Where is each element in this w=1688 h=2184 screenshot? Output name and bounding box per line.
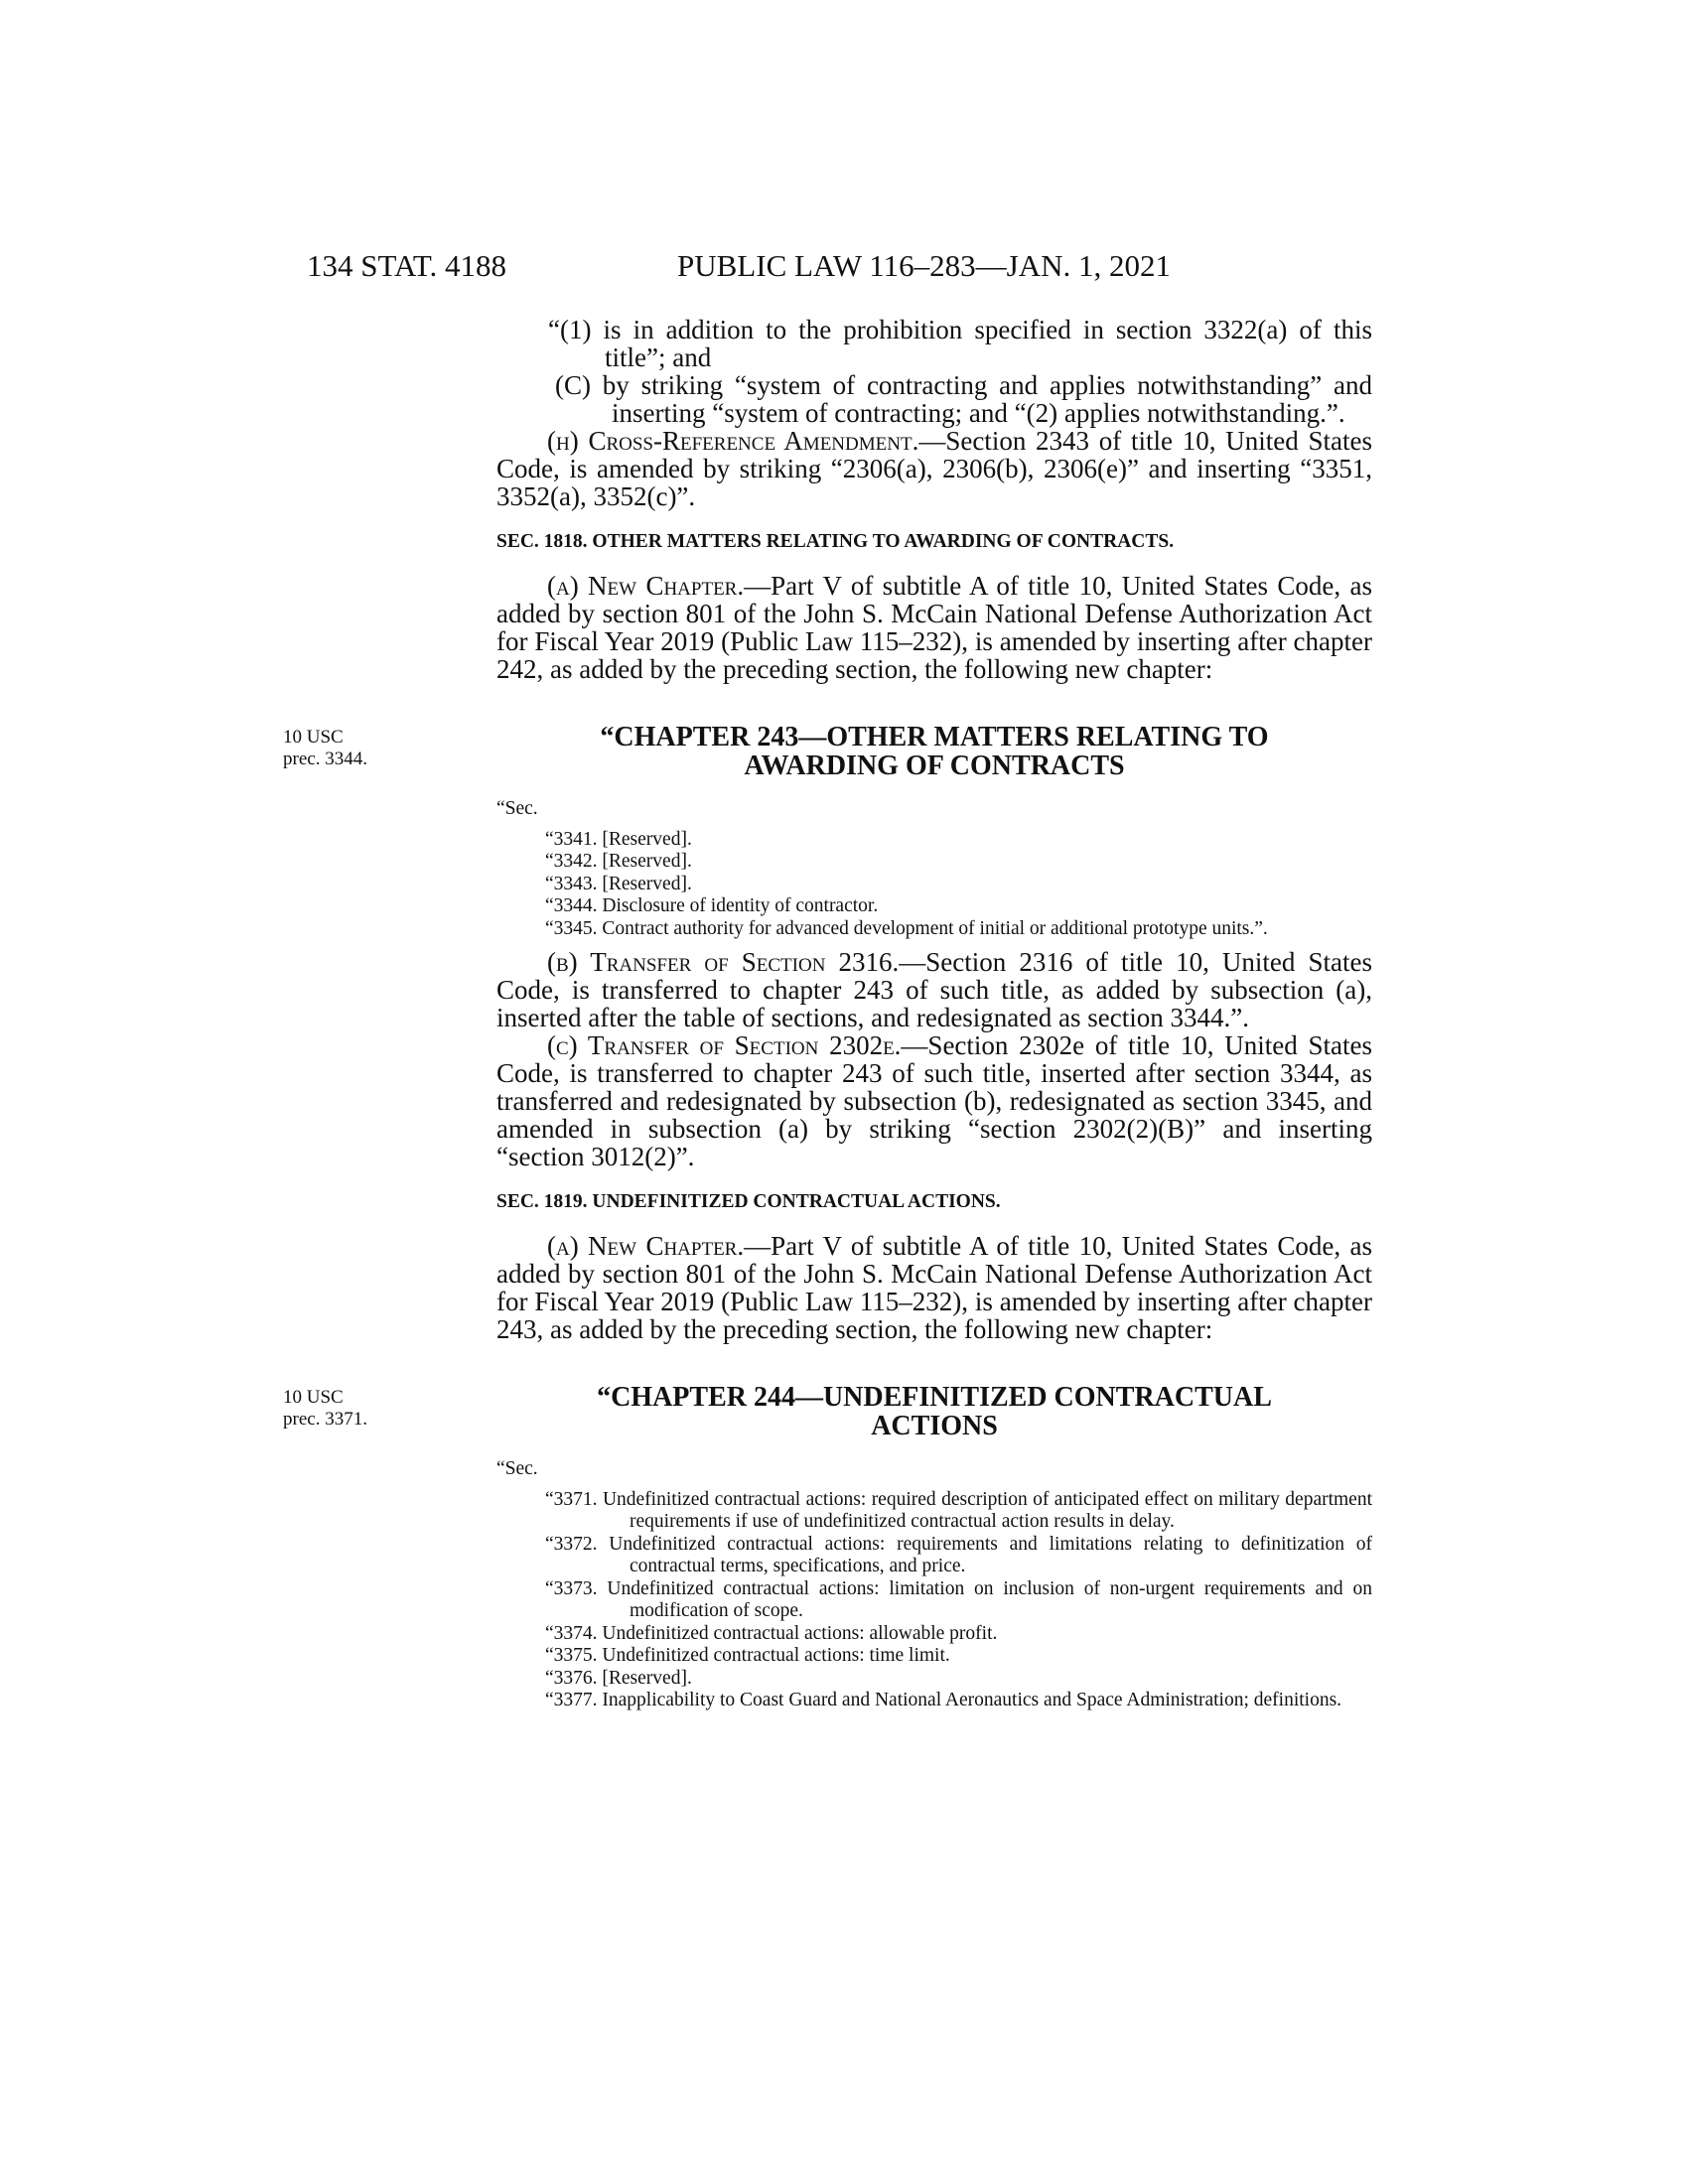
document-body — [283, 315, 1373, 1712]
sec1818-subsection-c — [496, 1031, 1372, 1170]
margin-note-line-2: prec. 3344. — [283, 749, 367, 769]
chapter-243-table-of-sections — [496, 798, 1372, 940]
toc-item: “3373. Undefinitized contractual actions: limitation on inclusion of non-urgent requirements and on modification of scope. — [545, 1577, 1372, 1621]
subsection-h-text: —Section 2343 of title 10, United States Code, is amended by striking “2306(a), 2306(b), 2306(e)” and inserting “3351, 3352(a), 3352(c)”. — [496, 426, 1373, 511]
toc-item: “3341. [Reserved]. — [545, 828, 692, 850]
sec1819-subsection-a — [496, 1232, 1372, 1343]
sec1819-a-label: (a) New Chapter. — [547, 1231, 745, 1261]
public-law-citation: PUBLIC LAW 116–283—JAN. 1, 2021 — [677, 248, 1171, 283]
chapter-244-title-line-1: “CHAPTER 244—UNDEFINITIZED CONTRACTUAL — [597, 1382, 1272, 1413]
chapter-243-heading-block — [283, 722, 1372, 781]
sec1818-b-label: (b) Transfer of Section 2316. — [547, 947, 900, 977]
chapter-244-title-line-2: ACTIONS — [871, 1411, 998, 1441]
toc-item: “3345. Contract authority for advanced development of initial or additional prototype units.”. — [545, 917, 1268, 939]
margin-note-chapter-244 — [283, 1387, 432, 1431]
chapter-243-title-line-1: “CHAPTER 243—OTHER MATTERS RELATING TO — [600, 722, 1269, 752]
paragraph-1: “(1) is in addition to the prohibition specified in section 3322(a) of this title”; and — [548, 315, 1372, 372]
toc-item: “3375. Undefinitized contractual actions: time limit. — [545, 1645, 950, 1666]
toc-sec-label: “Sec. — [496, 1458, 538, 1479]
toc-sec-label: “Sec. — [496, 798, 538, 819]
section-1818-heading: SEC. 1818. OTHER MATTERS RELATING TO AWARDING OF CONTRACTS. — [496, 531, 1175, 552]
sec1818-c-text: —Section 2302e of title 10, United States Code, is transferred to chapter 243 of such title, inserted after section 3344, as transferred and redesignated by subsection (b), redesignated as section 3345, and amended in subsection (a) by striking “section 2302(2)(B)” and inserting “section 3012(2)”. — [496, 1030, 1372, 1171]
sec1818-a-label: (a) New Chapter. — [547, 571, 745, 601]
toc-item: “3344. Disclosure of identity of contractor. — [545, 895, 879, 916]
subsection-h-label: (h) Cross-Reference Amendment. — [547, 426, 919, 456]
toc-item: “3342. [Reserved]. — [545, 851, 692, 872]
sec1818-b-text: —Section 2316 of title 10, United States Code, is transferred to chapter 243 of such title, as added by subsection (a), inserted after the table of sections, and redesignated as section 3344.”. — [496, 947, 1372, 1032]
toc-item: “3376. [Reserved]. — [545, 1667, 692, 1689]
sec1818-subsection-b — [496, 948, 1372, 1031]
margin-note-line-2: prec. 3371. — [283, 1409, 367, 1430]
margin-note-chapter-243 — [283, 727, 432, 770]
toc-item: “3377. Inapplicability to Coast Guard and National Aeronautics and Space Administration; definitions. — [545, 1690, 1342, 1710]
page-header — [307, 246, 1370, 290]
paragraph-c: (C) by striking “system of contracting and applies notwithstanding” and inserting “system of contracting; and “(2) applies notwithstanding.”. — [555, 370, 1372, 428]
toc-item: “3374. Undefinitized contractual actions: allowable profit. — [545, 1622, 998, 1644]
toc-item: “3372. Undefinitized contractual actions: requirements and limitations relating to definitization of contractual terms, specifications, and price. — [545, 1533, 1372, 1576]
margin-note-line-1: 10 USC — [283, 727, 344, 748]
subsection-h — [496, 427, 1372, 510]
sec1819-a-text: —Part V of subtitle A of title 10, United States Code, as added by section 801 of the John S. McCain National Defense Authorization Act for Fiscal Year 2019 (Public Law 115–232), is amended by inserting after chapter 243, as added by the preceding section, the following new chapter: — [496, 1231, 1372, 1344]
chapter-244-table-of-sections — [496, 1458, 1372, 1712]
toc-item: “3343. [Reserved]. — [545, 873, 692, 894]
toc-item: “3371. Undefinitized contractual actions: required description of anticipated effect on military department requirements if use of undefinitized contractual action results in delay. — [545, 1488, 1372, 1532]
sec1818-a-text: —Part V of subtitle A of title 10, United States Code, as added by section 801 of the John S. McCain National Defense Authorization Act for Fiscal Year 2019 (Public Law 115–232), is amended by inserting after chapter 242, as added by the preceding section, the following new chapter: — [496, 571, 1372, 684]
margin-note-line-1: 10 USC — [283, 1387, 344, 1408]
chapter-244-heading-block — [283, 1382, 1372, 1441]
section-1819-heading: SEC. 1819. UNDEFINITIZED CONTRACTUAL ACTIONS. — [496, 1191, 1001, 1212]
sec1818-c-label: (c) Transfer of Section 2302e. — [547, 1030, 902, 1060]
sec1818-subsection-a — [496, 572, 1372, 683]
stat-page-number: 134 STAT. 4188 — [307, 248, 507, 283]
chapter-243-title-line-2: AWARDING OF CONTRACTS — [744, 751, 1125, 781]
